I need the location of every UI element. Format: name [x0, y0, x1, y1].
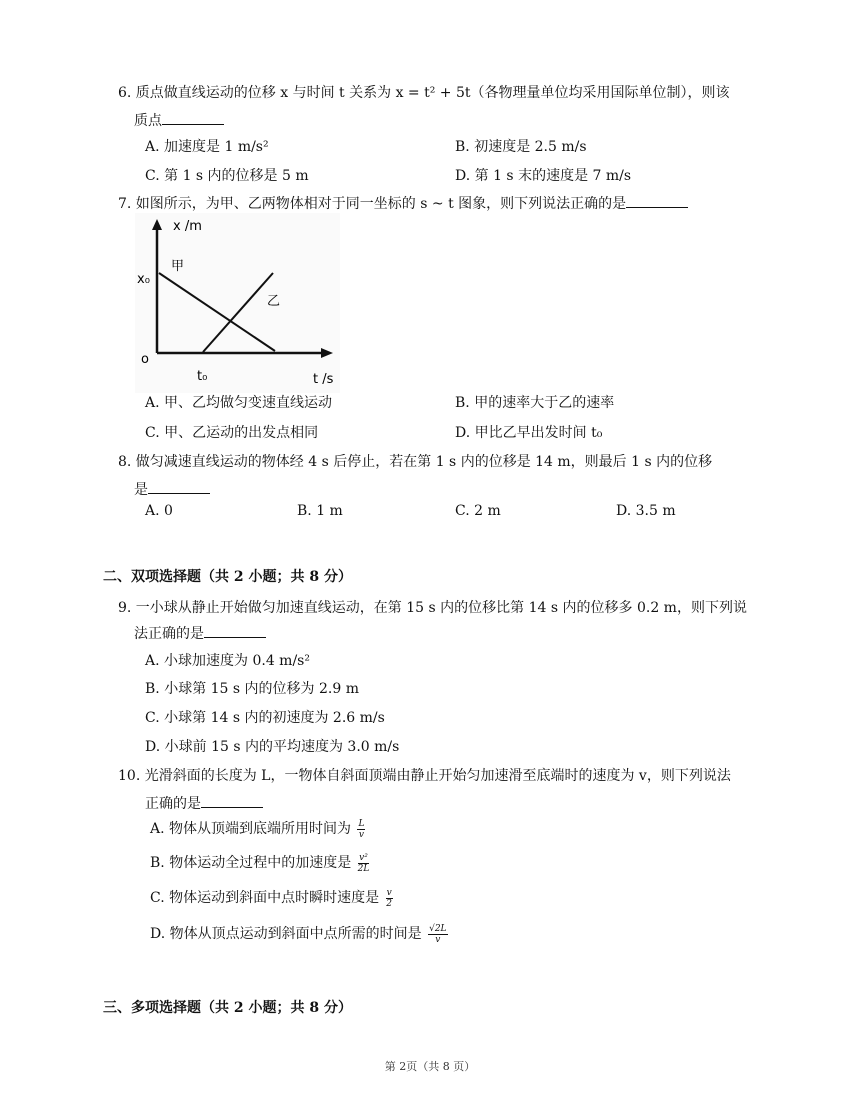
q8-stem-line1: 8. 做匀减速直线运动的物体经 4 s 后停止，若在第 1 s 内的位移是 14 m，则最后 1 s 内的位移 — [118, 454, 713, 470]
q9-option-d: D. 小球前 15 s 内的平均速度为 3.0 m/s — [145, 739, 400, 755]
fraction: $\frac{v}{2}$ — [386, 887, 392, 909]
q9-option-a: A. 小球加速度为 0.4 m/s² — [145, 653, 310, 669]
q7-stem: 7. 如图所示，为甲、乙两物体相对于同一坐标的 s ~ t 图象，则下列说法正确的是 — [118, 193, 688, 213]
q8-option-d: D. 3.5 m — [616, 503, 676, 519]
q10-option-d: D. 物体从顶点运动到斜面中点所需的时间是 $\frac{√2L}{v}$ — [150, 923, 447, 945]
q7-option-a: A. 甲、乙均做匀变速直线运动 — [145, 395, 333, 411]
answer-blank[interactable] — [204, 625, 266, 638]
answer-blank[interactable] — [201, 795, 263, 808]
q7-option-b: B. 甲的速率大于乙的速率 — [455, 395, 615, 411]
q7-option-d: D. 甲比乙早出发时间 t₀ — [455, 425, 603, 441]
q10-option-a: A. 物体从顶端到底端所用时间为 $\frac{L}{v}$ — [150, 818, 365, 840]
q9-option-c: C. 小球第 14 s 内的初速度为 2.6 m/s — [145, 710, 385, 726]
x-axis-label: t /s — [313, 372, 334, 387]
section-heading-double-choice: 二、双项选择题（共 2 小题；共 8 分） — [103, 569, 352, 585]
answer-blank[interactable] — [626, 195, 688, 208]
q9-stem-line1: 9. 一小球从静止开始做匀加速直线运动，在第 15 s 内的位移比第 14 s 内的位移多 0.2 m，则下列说 — [118, 600, 747, 616]
q6-stem-line2: 质点 — [134, 110, 224, 130]
q6-option-d: D. 第 1 s 末的速度是 7 m/s — [455, 168, 632, 184]
q6-option-c: C. 第 1 s 内的位移是 5 m — [145, 168, 309, 184]
fraction: $\frac{\text{v²}}{2L}$ — [357, 852, 370, 874]
origin-label: o — [141, 352, 149, 367]
fraction: $\frac{L}{v}$ — [358, 818, 365, 840]
q10-option-c: C. 物体运动到斜面中点时瞬时速度是 $\frac{v}{2}$ — [150, 887, 392, 909]
q6-option-a: A. 加速度是 1 m/s² — [145, 139, 269, 155]
q8-option-b: B. 1 m — [297, 503, 343, 519]
x0-label: x₀ — [137, 272, 150, 287]
page-footer: 第 2页（共 8 页） — [384, 1060, 476, 1073]
q10-stem-line1: 10. 光滑斜面的长度为 L，一物体自斜面顶端由静止开始匀加速滑至底端时的速度为 v，则下列说法 — [118, 768, 731, 784]
q10-option-b: B. 物体运动全过程中的加速度是 $\frac{\text{v²}}{2L}$ — [150, 852, 370, 874]
q8-option-a: A. 0 — [145, 503, 173, 519]
q8-stem-line2: 是 — [134, 479, 210, 499]
section-heading-multi-choice: 三、多项选择题（共 2 小题；共 8 分） — [103, 1000, 352, 1016]
q7-option-c: C. 甲、乙运动的出发点相同 — [145, 425, 319, 441]
st-graph — [135, 213, 340, 393]
q10-stem-line2: 正确的是 — [145, 793, 263, 813]
q9-option-b: B. 小球第 15 s 内的位移为 2.9 m — [145, 681, 359, 697]
q8-option-c: C. 2 m — [455, 503, 501, 519]
q6-stem-line1: 6. 质点做直线运动的位移 x 与时间 t 关系为 x = t² + 5t（各物理量单位均采用国际单位制），则该 — [118, 85, 730, 101]
t0-label: t₀ — [197, 369, 208, 384]
series-jia-label: 甲 — [171, 259, 185, 274]
fraction: $\frac{√2L}{v}$ — [429, 923, 447, 945]
answer-blank[interactable] — [148, 481, 210, 494]
q6-option-b: B. 初速度是 2.5 m/s — [455, 139, 587, 155]
y-axis-label: x /m — [173, 219, 202, 234]
answer-blank[interactable] — [162, 112, 224, 125]
series-yi-label: 乙 — [267, 294, 281, 309]
q9-stem-line2: 法正确的是 — [134, 623, 266, 643]
